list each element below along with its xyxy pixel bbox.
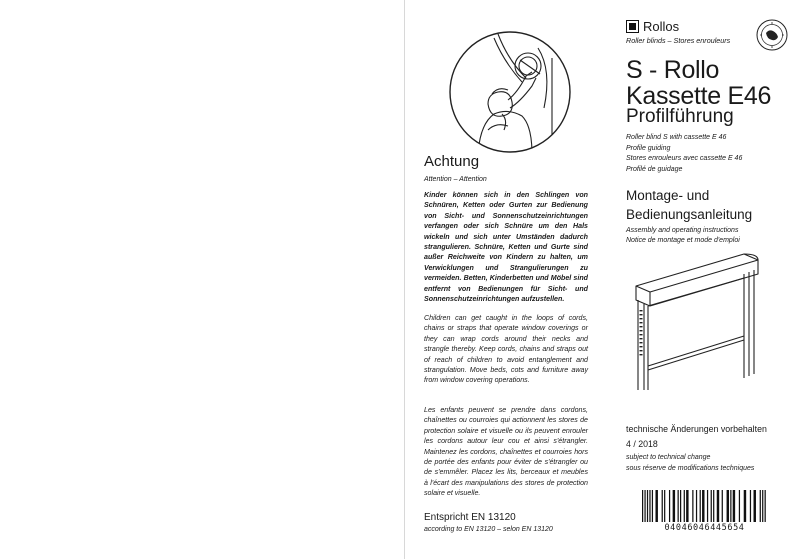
barcode-bar <box>711 490 712 522</box>
barcode-bar <box>754 490 756 522</box>
barcode-bar <box>673 490 675 522</box>
barcode-bar <box>762 490 763 522</box>
circular-seal-icon <box>756 19 788 51</box>
translation-line: Profilé de guidage <box>626 165 683 173</box>
barcode-bar <box>692 490 693 522</box>
standard-compliance-sub: according to EN 13120 – selon EN 13120 <box>424 526 553 533</box>
barcode-bar <box>684 490 685 522</box>
barcode-bar <box>686 490 688 522</box>
technical-changes-line: subject to technical change <box>626 454 711 461</box>
barcode-bar <box>669 490 670 522</box>
barcode-bar <box>662 490 663 522</box>
barcode-bar <box>760 490 761 522</box>
translation-line: Stores enrouleurs avec cassette E 46 <box>626 155 743 162</box>
barcode-bar <box>739 490 740 522</box>
manual-sub-line: Assembly and operating instructions <box>626 227 739 234</box>
barcode-bar <box>678 490 679 522</box>
product-subtitle: Profilführung <box>626 106 734 127</box>
translation-line: Roller blind S with cassette E 46 <box>626 134 727 141</box>
standard-compliance: Entspricht EN 13120 <box>424 512 516 523</box>
warning-text-de: Kinder können sich in den Schlingen von Schnüren, Ketten oder Gurten zur Bedienung von Sicht- und Sonnenschutzeinrichtungen verfangen oder sich Schnüre um den Hals wickeln und sich unter Umständen dadurch strangulieren. Schnüre, Ketten und Gurte sind außer Reichweite von Kindern zu halten, um Verwicklungen und Strangulierungen zu vermeiden. Betten, Kinderbetten und Möbel sind entfernt von Bedienungen für Sicht- und Sonnenschutzeinrichtungen aufzustellen. <box>424 191 588 304</box>
attention-subheading: Attention – Attention <box>424 176 487 183</box>
barcode-bar <box>647 490 648 522</box>
barcode-bar <box>713 490 714 522</box>
page-fold <box>404 0 405 559</box>
barcode-bar <box>733 490 735 522</box>
brand-header <box>626 19 679 34</box>
barcode-bars <box>642 490 767 522</box>
barcode-bar <box>655 490 657 522</box>
attention-heading: Achtung <box>424 153 480 170</box>
barcode-bar <box>717 490 719 522</box>
barcode-bar <box>707 490 708 522</box>
barcode <box>642 490 767 534</box>
brand-subtitle: Roller blinds – Stores enrouleurs <box>626 36 731 45</box>
edition-date: 4 / 2018 <box>626 439 658 449</box>
barcode-bar <box>722 490 723 522</box>
roller-blind-cassette-illustration <box>618 250 768 390</box>
barcode-bar <box>702 490 704 522</box>
child-pulling-cord-illustration <box>448 30 572 154</box>
warning-text-en: Children can get caught in the loops of cords, chains or straps that operate window coverings or they can wrap cords around their necks and strangle thereby. Keep cords, chains and straps out of reach of children to avoid entanglement and strangulation. Move beds, cots and furniture away from window covering operations. <box>424 314 588 385</box>
technical-changes-note: technische Änderungen vorbehalten <box>626 424 767 434</box>
manual-heading-line-2: Bedienungsanleitung <box>626 207 753 222</box>
rollos-logo-icon <box>626 20 639 33</box>
barcode-bar <box>680 490 681 522</box>
technical-changes-line: sous réserve de modifications techniques <box>626 464 755 472</box>
barcode-bar <box>744 490 746 522</box>
technical-changes-sub <box>626 453 754 474</box>
translation-line: Profile guiding <box>626 144 671 152</box>
title-line-1: S - Rollo <box>626 56 720 84</box>
barcode-bar <box>727 490 729 522</box>
manual-heading <box>626 186 752 224</box>
title-translations <box>626 133 742 175</box>
barcode-bar <box>652 490 653 522</box>
title-line-2: Kassette E46 <box>626 82 772 110</box>
barcode-bar <box>765 490 766 522</box>
barcode-bar <box>649 490 650 522</box>
manual-subheading <box>626 226 740 246</box>
barcode-bar <box>664 490 665 522</box>
manual-heading-line-1: Montage- und <box>626 188 710 203</box>
manual-sub-line: Notice de montage et mode d'emploi <box>626 237 740 244</box>
barcode-bar <box>696 490 697 522</box>
barcode-number: 04046046445654 <box>664 523 745 533</box>
brand-name: Rollos <box>643 19 680 34</box>
barcode-bar <box>730 490 731 522</box>
barcode-bar <box>644 490 645 522</box>
barcode-bar <box>642 490 643 522</box>
product-title <box>626 57 771 109</box>
barcode-bar <box>700 490 701 522</box>
warning-text-fr: Les enfants peuvent se prendre dans cordons, chaînettes ou courroies qui actionnent les stores de protection solaire et visuelle ou ils peuvent enrouler les cordons autour leur cou et ainsi s'étrangler. Maintenez les cordons, chaînettes et courroies hors de portée des enfants pour éviter de s'étrangler ou de s'emmêler. Placez les lits, berceaux et meubles à l'écart des manipulations des stores de protection solaire et visuelle. <box>424 406 588 498</box>
barcode-bar <box>750 490 751 522</box>
